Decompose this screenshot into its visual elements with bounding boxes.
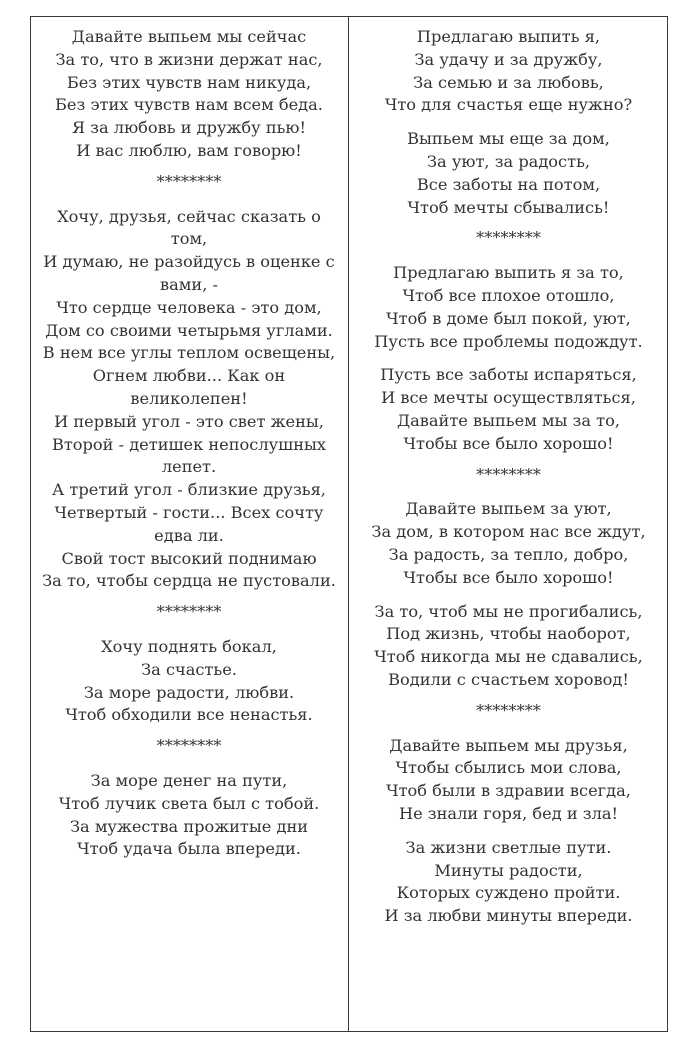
poem-line: Не знали горя, бед и зла! xyxy=(398,803,619,823)
poem-line: Свой тост высокий поднимаю xyxy=(61,548,317,568)
right-column xyxy=(352,26,665,928)
poem-line: За уют, за радость, xyxy=(426,151,591,171)
poem-line: Водили с счастьем хоровод! xyxy=(388,669,629,689)
poem-line: Чтобы все было хорошо! xyxy=(403,433,614,453)
poem-line: И вас люблю, вам говорю! xyxy=(76,140,302,160)
poem-line: Все заботы на потом, xyxy=(416,174,601,194)
poem-line: Чтоб удача была впереди. xyxy=(77,839,301,859)
poem-line: Давайте выпьем мы за то, xyxy=(396,410,621,430)
poem-stanza xyxy=(33,26,345,163)
poem-line: Что для счастья еще нужно? xyxy=(384,95,633,115)
poem-line: За удачу и за дружбу, xyxy=(414,49,603,69)
stanza-separator: ******** xyxy=(156,736,222,756)
poem-line: Хочу, друзья, сейчас сказать о xyxy=(57,206,321,226)
poem-line: И за любви минуты впереди. xyxy=(384,906,633,926)
poem-line: Чтоб были в здравии всегда, xyxy=(386,781,631,801)
poem-line: За семью и за любовь, xyxy=(413,72,604,92)
poem-stanza xyxy=(352,498,665,589)
poem-line: Чтоб все плохое отошло, xyxy=(402,285,615,305)
poem-line: За то, что в жизни держат нас, xyxy=(55,49,323,69)
poem-stanza xyxy=(352,128,665,219)
poem-line: За дом, в котором нас все ждут, xyxy=(371,522,646,542)
poem-line: Без этих чувств нам всем беда. xyxy=(55,95,323,115)
poem-line: Под жизнь, чтобы наоборот, xyxy=(386,624,631,644)
poem-line: Которых суждено пройти. xyxy=(396,883,621,903)
poem-line: едва ли. xyxy=(154,525,224,545)
poem-line: А третий угол - близкие друзья, xyxy=(52,480,326,500)
stanza-gap xyxy=(352,353,665,364)
poem-stanza xyxy=(33,636,345,727)
poem-line: том, xyxy=(170,229,208,249)
poem-line: За радость, за тепло, добро, xyxy=(388,544,629,564)
poem-stanza xyxy=(352,26,665,117)
poem-line: В нем все углы теплом освещены, xyxy=(42,343,336,363)
poem-line: лепет. xyxy=(161,457,217,477)
poem-line: За то, чтоб мы не прогибались, xyxy=(374,601,643,621)
poem-stanza xyxy=(33,770,345,861)
poem-stanza xyxy=(352,262,665,353)
poem-line: Без этих чувств нам никуда, xyxy=(66,72,312,92)
poem-line: За мужества прожитые дни xyxy=(69,816,309,836)
poem-line: И все мечты осуществляться, xyxy=(381,388,636,408)
poem-line: Хочу поднять бокал, xyxy=(101,636,277,656)
poem-stanza xyxy=(352,837,665,928)
stanza-gap xyxy=(352,117,665,128)
poem-line: За море денег на пути, xyxy=(90,770,288,790)
stanza-separator: ******** xyxy=(476,228,541,248)
poem-line: вами, - xyxy=(160,274,218,294)
stanza-gap xyxy=(352,826,665,837)
poem-line: Я за любовь и дружбу пью! xyxy=(71,118,307,138)
poem-line: великолепен! xyxy=(130,388,248,408)
poem-line: Что сердце человека - это дом, xyxy=(56,297,322,317)
poem-line: За жизни светлые пути. xyxy=(405,837,612,857)
poem-stanza xyxy=(352,364,665,455)
poem-line: Огнем любви... Как он xyxy=(92,366,286,386)
poem-line: Выпьем мы еще за дом, xyxy=(407,129,610,149)
poem-stanza xyxy=(352,601,665,692)
poem-line: Второй - детишек непослушных xyxy=(51,434,327,454)
stanza-separator: ******** xyxy=(476,700,541,720)
poem-line: Чтоб в доме был покой, уют, xyxy=(386,308,631,328)
poem-line: Чтоб никогда мы не сдавались, xyxy=(374,647,643,667)
poem-line: Давайте выпьем за уют, xyxy=(405,499,612,519)
poem-line: Чтоб обходили все ненастья. xyxy=(65,705,313,725)
poem-line: Четвертый - гости... Всех сочту xyxy=(54,502,324,522)
poem-line: Давайте выпьем мы друзья, xyxy=(389,735,628,755)
stanza-separator: ******** xyxy=(156,602,222,622)
poem-line: Предлагаю выпить я, xyxy=(416,27,601,46)
stanza-separator: ******** xyxy=(156,171,222,191)
poem-stanza xyxy=(33,206,345,594)
poem-line: И думаю, не разойдусь в оценке с xyxy=(43,252,335,272)
stanza-gap xyxy=(352,590,665,601)
poem-line: Чтобы сбылись мои слова, xyxy=(395,758,622,778)
poem-stanza xyxy=(352,735,665,826)
poem-line: За счастье. xyxy=(141,659,237,679)
left-column xyxy=(33,26,345,861)
poem-line: Чтобы все было хорошо! xyxy=(403,567,614,587)
poem-line: Дом со своими четырьмя углами. xyxy=(45,320,333,340)
poem-line: Пусть все проблемы подождут. xyxy=(374,331,643,351)
poem-line: Предлагаю выпить я за то, xyxy=(393,263,624,283)
column-divider xyxy=(348,16,349,1032)
poem-line: И первый угол - это свет жены, xyxy=(54,411,324,431)
poem-line: Минуты радости, xyxy=(434,860,583,880)
poem-line: Пусть все заботы испаряться, xyxy=(380,365,637,385)
poem-line: Давайте выпьем мы сейчас xyxy=(71,27,307,46)
poem-line: За то, чтобы сердца не пустовали. xyxy=(42,571,336,591)
poem-line: Чтоб мечты сбывались! xyxy=(407,197,610,217)
poem-line: Чтоб лучик света был с тобой. xyxy=(58,793,320,813)
stanza-separator: ******** xyxy=(476,464,541,484)
poem-line: За море радости, любви. xyxy=(83,682,295,702)
